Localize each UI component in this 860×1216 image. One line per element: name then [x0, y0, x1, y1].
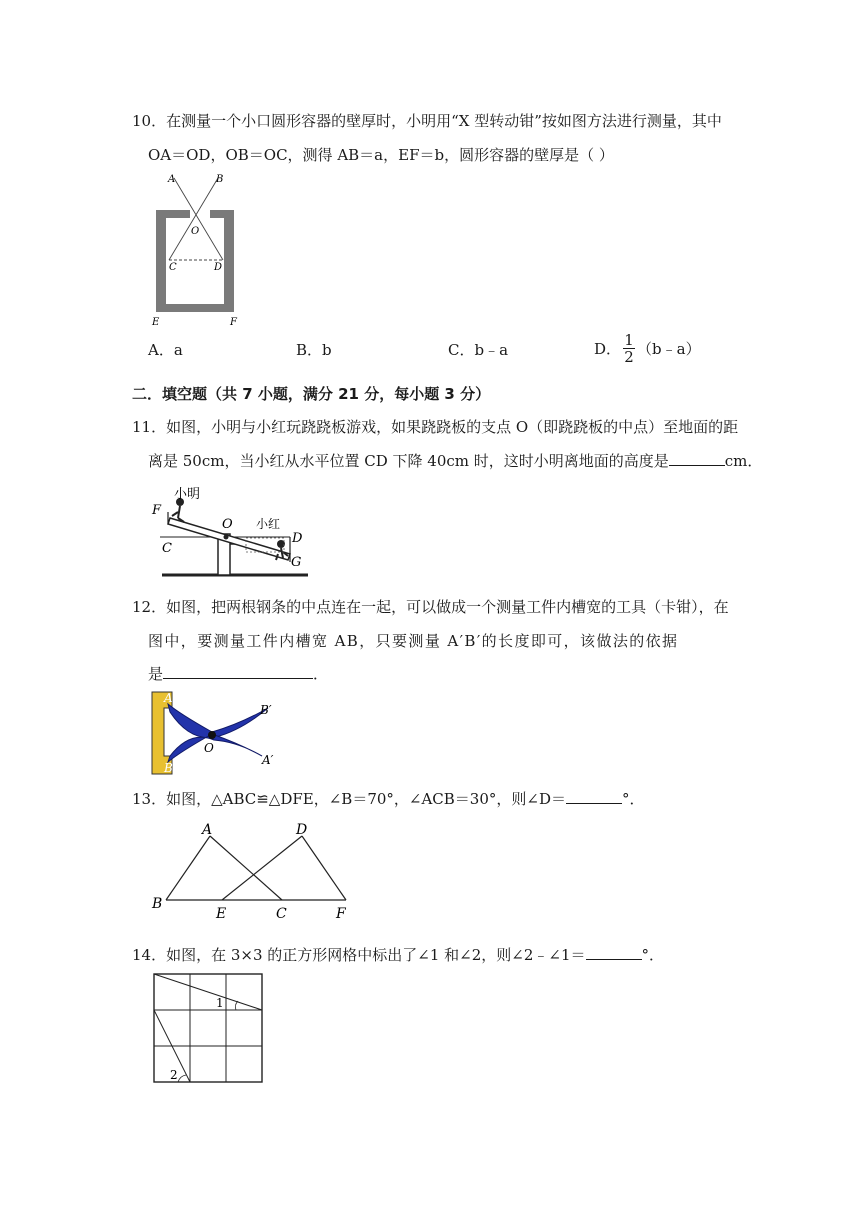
label-F: F [230, 317, 237, 328]
q14-line-1 [132, 945, 664, 965]
tool-bar-b [169, 178, 218, 260]
grid-border [154, 974, 262, 1082]
pivot-point [224, 535, 229, 540]
q13-line-1 [132, 789, 645, 809]
q10-line-1: 10．在测量一个小口圆形容器的壁厚时，小明用“X 型转动钳”按如图方法进行测量，其中 [132, 112, 722, 130]
label-B-prime: B′ [260, 703, 272, 717]
caliper-arm-lower [168, 734, 262, 762]
q10-option-a: A．a [148, 341, 183, 359]
label-O: O [191, 226, 200, 237]
caliper-pivot [208, 731, 216, 739]
label-A: A [168, 174, 176, 185]
q14-figure [150, 972, 266, 1088]
label-B: B [216, 174, 224, 185]
label-D: D [296, 822, 308, 838]
q12-line-3-text: 是 [148, 665, 164, 683]
fraction-numerator: 1 [624, 331, 634, 349]
label-E: E [216, 906, 227, 920]
label-A: A [164, 691, 173, 705]
q10-option-c: C．b﹣a [448, 341, 509, 359]
q10-option-d-suffix: （b﹣a） [637, 339, 701, 358]
label-E: E [152, 317, 160, 328]
label-D: D [292, 531, 303, 546]
q14-answer-blank[interactable] [586, 945, 642, 960]
segment-DF [302, 836, 346, 900]
diagonal-angle-1 [154, 974, 262, 1010]
label-B: B [152, 896, 163, 912]
q12-line-1: 12．如图，把两根钢条的中点连在一起，可以做成一个测量工件内槽宽的工具（卡钳），在 [132, 598, 729, 616]
label-O: O [204, 741, 214, 755]
q14-line-1-end: °． [641, 946, 665, 964]
q11-line-2 [148, 451, 762, 471]
section-2-title: 二．填空题（共 7 小题，满分 21 分，每小题 3 分） [132, 385, 491, 403]
segment-AC [210, 836, 282, 900]
label-angle-1: 1 [216, 996, 224, 1010]
label-A-prime: A′ [262, 753, 274, 767]
segment-BA [166, 836, 210, 900]
q12-line-3 [148, 664, 328, 684]
q11-line-1: 11．如图，小明与小红玩跷跷板游戏，如果跷跷板的支点 O（即跷跷板的中点）至地面的距 [132, 418, 739, 436]
tool-bar-a [174, 178, 223, 260]
label-D: D [214, 262, 223, 273]
label-B: B [164, 761, 173, 775]
q10-option-b: B．b [296, 341, 332, 359]
q11-answer-blank[interactable] [669, 451, 725, 466]
label-C: C [162, 541, 172, 556]
q10-option-d-fraction [623, 332, 635, 365]
q10-option-d-prefix: D． [594, 339, 622, 358]
q13-line-1-text: 13．如图，△ABC≌△DFE，∠B＝70°，∠ACB＝30°，则∠D＝ [132, 790, 566, 808]
q10-line-2: OA＝OD，OB＝OC，测得 AB＝a，EF＝b，圆形容器的壁厚是（ ） [148, 146, 614, 164]
q12-figure [150, 690, 290, 778]
segment-ED [222, 836, 302, 900]
label-O: O [222, 517, 233, 532]
label-A: A [202, 822, 213, 838]
arc-angle-2 [178, 1075, 186, 1082]
q13-line-1-end: °． [621, 790, 645, 808]
q10-figure [140, 170, 250, 330]
q13-figure [150, 820, 360, 920]
q11-line-2-unit: cm． [724, 452, 763, 470]
q12-line-2: 图中，要测量工件内槽宽 AB，只要测量 A′B′的长度即可，该做法的依据 [148, 632, 679, 650]
label-angle-2: 2 [170, 1068, 178, 1082]
q13-answer-blank[interactable] [566, 789, 622, 804]
label-C: C [276, 906, 287, 920]
q10-option-d [594, 332, 701, 365]
q11-figure [150, 482, 310, 582]
label-F: F [336, 906, 346, 920]
label-xiaoming: 小明 [174, 487, 201, 502]
fraction-denominator: 2 [624, 348, 634, 366]
q12-line-3-end: ． [313, 665, 329, 683]
q14-line-1-text: 14．如图，在 3×3 的正方形网格中标出了∠1 和∠2，则∠2﹣∠1＝ [132, 946, 586, 964]
label-F: F [152, 503, 162, 518]
label-C: C [169, 262, 177, 273]
q12-answer-blank[interactable] [163, 664, 313, 679]
label-G: G [291, 555, 302, 570]
q11-line-2-text: 离是 50cm，当小红从水平位置 CD 下降 40cm 时，这时小明离地面的高度是 [148, 452, 669, 470]
label-xiaohong: 小红 [256, 517, 281, 531]
caliper-arm-upper [168, 704, 268, 738]
